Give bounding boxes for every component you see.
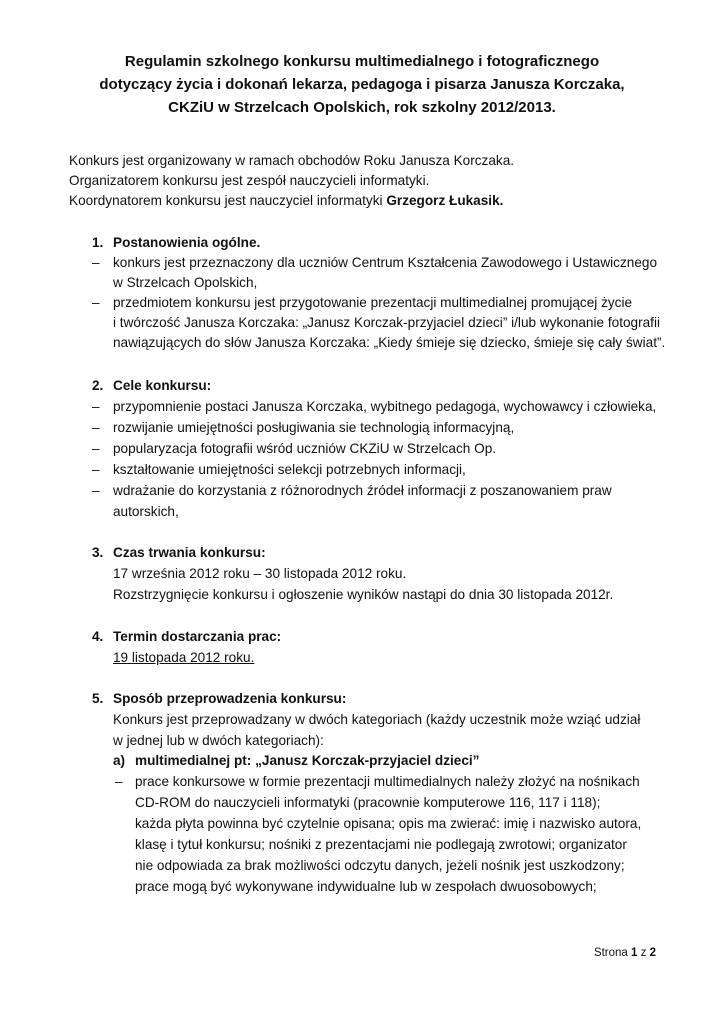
section-1-bullet-2-line-2: i twórczość Janusza Korczaka: „Janusz Korczak-przyjaciel dzieci” i/lub wykonanie fotografii — [113, 315, 660, 330]
section-3-line-2: Rozstrzygnięcie konkursu i ogłoszenie wyników nastąpi do dnia 30 listopada 2012r. — [113, 587, 614, 602]
bullet-dash: – — [92, 483, 100, 498]
bullet-dash: – — [115, 774, 123, 789]
subsection-a-line-6: prace mogą być wykonywane indywidualne lub w zespołach dwuosobowych; — [135, 879, 597, 894]
section-2-bullet-1: przypomnienie postaci Janusza Korczaka, wybitnego pedagoga, wychowawcy i człowieka, — [113, 399, 657, 414]
section-1-bullet-2-line-3: nawiązujących do słów Janusza Korczaka: „Kiedy śmieje się dziecko, śmieje się cały świat”. — [113, 335, 666, 350]
document-title — [60, 50, 664, 119]
title-line-2: dotyczący życia i dokonań lekarza, pedagoga i pisarza Janusza Korczaka, — [99, 76, 625, 93]
bullet-dash: – — [92, 255, 100, 270]
section-3-number: 3. — [92, 545, 104, 560]
section-5-line-1: Konkurs jest przeprowadzany w dwóch kategoriach (każdy uczestnik może wziąć udział — [113, 712, 641, 727]
section-2-bullet-3: popularyzacja fotografii wśród uczniów CKZiU w Strzelcach Op. — [113, 441, 497, 456]
intro-line-3 — [69, 191, 503, 211]
section-1-heading: Postanowienia ogólne. — [113, 235, 261, 250]
subsection-a-line-2: CD-ROM do nauczycieli informatyki (pracownie komputerowe 116, 117 i 118); — [135, 795, 601, 810]
subsection-a-line-1: prace konkursowe w formie prezentacji multimedialnych należy złożyć na nośnikach — [135, 774, 640, 789]
bullet-dash: – — [92, 420, 100, 435]
title-line-1: Regulamin szkolnego konkursu multimedialnego i fotograficznego — [124, 53, 600, 70]
section-3-line-1: 17 września 2012 roku – 30 listopada 2012 roku. — [113, 566, 407, 581]
section-2-bullet-5-line-1: wdrażanie do korzystania z różnorodnych źródeł informacji z poszanowaniem praw — [113, 483, 612, 498]
section-3-heading: Czas trwania konkursu: — [113, 545, 266, 560]
footer-total-pages: 2 — [649, 947, 656, 959]
bullet-dash: – — [92, 441, 100, 456]
intro-line-3-text: Koordynatorem konkursu jest nauczyciel informatyki — [69, 193, 387, 208]
subsection-a-line-4: klasę i tytuł konkursu; nośniki z prezentacjami nie podlegają zwrotowi; organizator — [135, 837, 627, 852]
section-5-number: 5. — [92, 691, 104, 706]
section-1-bullet-1-line-1: konkurs jest przeznaczony dla uczniów Centrum Kształcenia Zawodowego i Ustawicznego — [113, 255, 658, 270]
footer-label: Strona — [593, 947, 628, 959]
footer-current-page: 1 — [631, 947, 638, 959]
section-2-bullet-4: kształtowanie umiejętności selekcji potrzebnych informacji, — [113, 462, 466, 477]
section-4-number: 4. — [92, 629, 104, 644]
subsection-a-label: a) — [113, 753, 126, 768]
section-2-heading: Cele konkursu: — [113, 378, 212, 393]
subsection-a-line-5: nie odpowiada za brak możliwości odczytu danych, jeżeli nośnik jest uszkodzony; — [135, 858, 625, 873]
section-1-bullet-1-line-2: w Strzelcach Opolskich, — [113, 275, 258, 290]
page-footer — [594, 947, 656, 959]
section-2-bullet-2: rozwijanie umiejętności posługiwania sie technologią informacyjną, — [113, 420, 515, 435]
bullet-dash: – — [92, 399, 100, 414]
section-2-number: 2. — [92, 378, 104, 393]
title-line-3: CKZiU w Strzelcach Opolskich, rok szkolny 2012/2013. — [168, 99, 556, 116]
coordinator-name: Grzegorz Łukasik. — [386, 193, 504, 208]
section-4-heading: Termin dostarczania prac: — [113, 629, 282, 644]
intro-line-1: Konkurs jest organizowany w ramach obchodów Roku Janusza Korczaka. — [69, 153, 515, 168]
section-4-date: 19 listopada 2012 roku. — [113, 650, 255, 665]
section-2-bullet-5-line-2: autorskich, — [113, 504, 179, 519]
section-5-line-2: w jednej lub w dwóch kategoriach): — [113, 733, 324, 748]
intro-line-2: Organizatorem konkursu jest zespół nauczycieli informatyki. — [69, 173, 430, 188]
subsection-a-heading: multimedialnej pt: „Janusz Korczak-przyjaciel dzieci” — [135, 753, 480, 768]
bullet-dash: – — [92, 295, 100, 310]
subsection-a-line-3: każda płyta powinna być czytelnie opisana; opis ma zwierać: imię i nazwisko autora, — [135, 816, 642, 831]
bullet-dash: – — [92, 462, 100, 477]
section-5-heading: Sposób przeprowadzenia konkursu: — [113, 691, 347, 706]
section-1-number: 1. — [92, 235, 104, 250]
footer-separator: z — [640, 947, 647, 959]
section-1-bullet-2-line-1: przedmiotem konkursu jest przygotowanie prezentacji multimedialnej promującej życie — [113, 295, 633, 310]
